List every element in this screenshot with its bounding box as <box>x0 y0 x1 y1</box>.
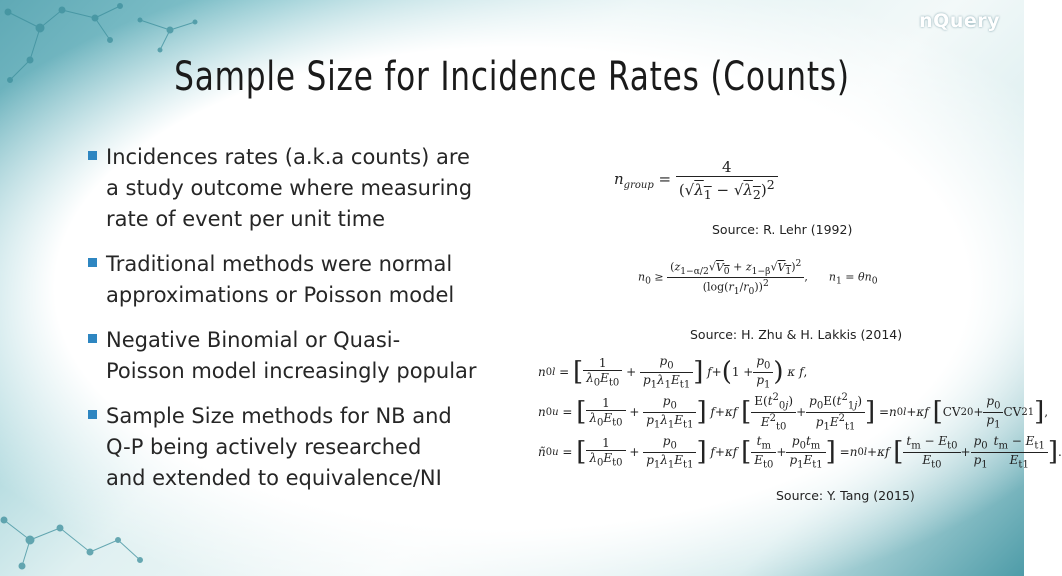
lehr-formula: $n_{group}$ = $\frac{4}{(√\lambda_1 - √\lambda_2)^2}$ <box>614 158 778 202</box>
bullet-item <box>88 325 518 387</box>
bullet-line: a study outcome where measuring <box>106 176 473 200</box>
zhu-lakkis-formula: $n_0$ ≥ $\frac{(z_{1-\alpha/2}√V_0 + z_{1-\beta}√V_1)^2}{(\log(r_1/r_0))^2}$ , $n_1 = \theta n_0$ <box>638 258 878 297</box>
bullet-line: Traditional methods were normal <box>106 252 453 276</box>
tang-equation: n 0u = [ $\frac{1}{\lambda_0E_{t0}}$ + $\frac{p_0}{p_1\lambda_1E_{t1}}$ ] f + κf [ $\frac{E(t^2_{0j})}{E^2_{t0}}$ + $\frac{p_0E(t^2_{1j})}{p_1E^2_{t1}}$ ] = n 0l + κf [ CV 2 0 + $\frac{p_0}{p_1}$ CV 2 1 ] , <box>538 392 1049 432</box>
bullet-line: Q-P being actively researched <box>106 435 422 459</box>
bullet-item <box>88 249 518 311</box>
tang-equation: n 0l = [ $\frac{1}{\lambda_0E_{t0}}$ + $\frac{p_0}{p_1\lambda_1E_{t1}}$ ] f + ( 1 + $\frac{p_0}{p_1}$ ) κ f , <box>538 354 808 390</box>
bullet-line: Incidences rates (a.k.a counts) are <box>106 145 470 169</box>
bullet-line: Sample Size methods for NB and <box>106 404 452 428</box>
bullet-list <box>88 142 518 508</box>
bullet-square-icon <box>88 258 97 267</box>
nquery-logo: nQuery <box>919 10 1000 32</box>
lehr-source: Source: R. Lehr (1992) <box>712 222 853 237</box>
tang-formulas <box>538 352 1062 472</box>
tang-equation: ñ 0u = [ $\frac{1}{\lambda_0E_{t0}}$ + $\frac{p_0}{p_1\lambda_1E_{t1}}$ ] f + κf [ $\frac{t_m}{E_{t0}}$ + $\frac{p_0t_m}{p_1E_{t1}}$ ] = n 0l + κf [ $\frac{t_m - E_{t0}}{E_{t0}}$ + $\frac{p_0}{p_1}$ $\frac{t_m - E_{t1}}{E_{t1}}$ ] . <box>538 434 1062 470</box>
bullet-item <box>88 142 518 235</box>
bullet-item <box>88 401 518 494</box>
bullet-line: rate of event per unit time <box>106 207 386 231</box>
slide-title: Sample Size for Incidence Rates (Counts) <box>174 54 850 100</box>
zhu-lakkis-source: Source: H. Zhu & H. Lakkis (2014) <box>690 327 903 342</box>
bullet-square-icon <box>88 151 97 160</box>
bullet-square-icon <box>88 410 97 419</box>
bullet-line: and extended to equivalence/NI <box>106 466 442 490</box>
bullet-square-icon <box>88 334 97 343</box>
tang-source: Source: Y. Tang (2015) <box>776 488 915 503</box>
bullet-line: Poisson model increasingly popular <box>106 359 477 383</box>
bullet-line: approximations or Poisson model <box>106 283 455 307</box>
bullet-line: Negative Binomial or Quasi- <box>106 328 401 352</box>
